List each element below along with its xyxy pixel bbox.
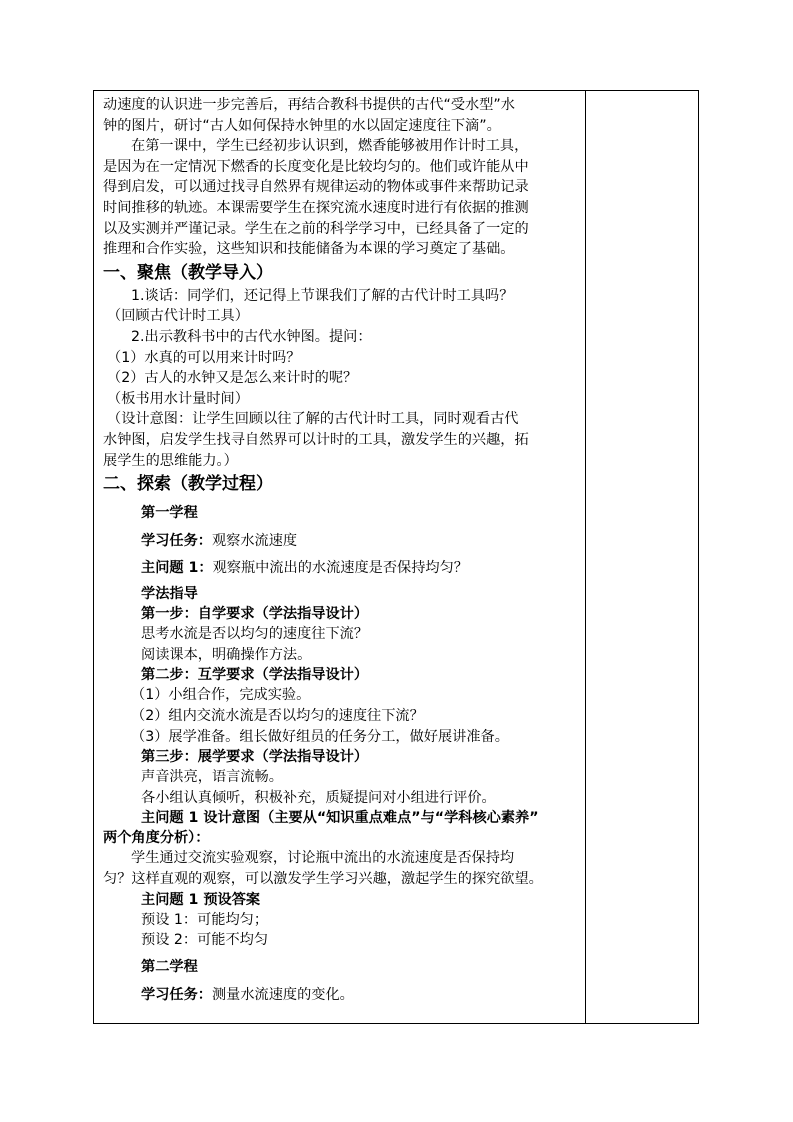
paragraph-line: 钟的图片，研讨“古人如何保持水钟里的水以固定速度往下滴”。 xyxy=(103,117,501,134)
paragraph-line: 水钟图，启发学生找寻自然界可以计时的工具，激发学生的兴趣，拓 xyxy=(103,431,529,448)
paragraph-line: 在第一课中，学生已经初步认识到，燃香能够被用作计时工具， xyxy=(131,138,529,155)
lesson-table xyxy=(93,90,699,1024)
paragraph-line: 是因为在一定情况下燃香的长度变化是比较均匀的。他们或许能从中 xyxy=(103,158,529,175)
paragraph-line: 1.谈话：同学们，还记得上节课我们了解的古代计时工具吗？ xyxy=(131,287,514,304)
paragraph-line: （1）水真的可以用来计时吗？ xyxy=(107,349,301,366)
section-heading-explore: 二、探索（教学过程） xyxy=(103,474,273,495)
paragraph-line: 时间推移的轨迹。本课需要学生在探究流水速度时进行有依据的推测 xyxy=(103,199,529,216)
paragraph-line: 预设 1：可能均匀； xyxy=(141,911,269,928)
paragraph-line: （2）组内交流水流是否以均匀的速度往下流？ xyxy=(131,708,424,725)
paragraph-line: 学生通过交流实验观察，讨论瓶中流出的水流速度是否保持均 xyxy=(131,850,515,867)
paragraph-line: （板书用水计量时间） xyxy=(107,390,249,407)
design-intent-heading: 主问题 1 设计意图（主要从“知识重点难点”与“学科核心素养” xyxy=(141,810,539,827)
step-heading: 第三步：展学要求（学法指导设计） xyxy=(141,749,369,766)
step-heading: 第一步：自学要求（学法指导设计） xyxy=(141,606,369,623)
task-line xyxy=(103,531,581,552)
guide-heading: 学法指导 xyxy=(141,586,198,603)
paragraph-line: 各小组认真倾听，积极补充，质疑提问对小组进行评价。 xyxy=(141,789,496,806)
paragraph-line: 动速度的认识进一步完善后，再结合教科书提供的古代“受水型”水 xyxy=(103,97,515,113)
task-label: 学习任务： xyxy=(141,533,212,550)
paragraph-line: 声音洪亮，语言流畅。 xyxy=(141,769,283,786)
task-text: 观察水流速度 xyxy=(211,533,298,550)
paragraph-line: （回顾古代计时工具） xyxy=(107,308,249,325)
stage-heading: 第二学程 xyxy=(141,958,198,975)
design-intent-heading: 两个角度分析）： xyxy=(103,830,210,847)
task-text: 测量水流速度的变化。 xyxy=(211,986,354,1003)
question-line xyxy=(103,558,581,579)
lesson-content-cell xyxy=(103,95,581,1005)
paragraph-line: （2）古人的水钟又是怎么来计时的呢？ xyxy=(107,370,358,387)
task-line xyxy=(103,985,581,1006)
paragraph-line: 预设 2：可能不均匀 xyxy=(141,932,269,949)
paragraph-line: （3）展学准备。组长做好组员的任务分工，做好展讲准备。 xyxy=(131,728,509,745)
paragraph-line: 以及实测并严谨记录。学生在之前的科学学习中，已经具备了一定的 xyxy=(103,220,529,237)
question-text: 观察瓶中流出的水流速度是否保持均匀？ xyxy=(212,559,468,576)
paragraph-line: 展学生的思维能力。） xyxy=(103,452,238,469)
paragraph-line: 推理和合作实验，这些知识和技能储备为本课的学习奠定了基础。 xyxy=(103,241,515,258)
section-heading-focus: 一、聚焦（教学导入） xyxy=(103,262,273,283)
stage-heading: 第一学程 xyxy=(141,505,198,522)
step-heading: 第二步：互学要求（学法指导设计） xyxy=(141,667,369,684)
paragraph-line: 匀？这样直观的观察，可以激发学生学习兴趣，激起学生的探究欲望。 xyxy=(103,871,543,888)
task-label: 学习任务： xyxy=(141,986,212,1003)
column-divider xyxy=(585,91,586,1023)
paragraph-line: 得到启发，可以通过找寻自然界有规律运动的物体或事件来帮助记录 xyxy=(103,179,529,196)
paragraph-line: 阅读课本，明确操作方法。 xyxy=(141,646,312,663)
paragraph-line: （设计意图：让学生回顾以往了解的古代计时工具，同时观看古代 xyxy=(107,411,519,428)
paragraph-line: 思考水流是否以均匀的速度往下流？ xyxy=(141,626,369,643)
paragraph-line: 2.出示教科书中的古代水钟图。提问： xyxy=(131,328,372,345)
paragraph-line: （1）小组合作，完成实验。 xyxy=(131,687,311,704)
preset-answer-heading: 主问题 1 预设答案 xyxy=(141,891,261,908)
question-label: 主问题 1： xyxy=(141,559,213,576)
